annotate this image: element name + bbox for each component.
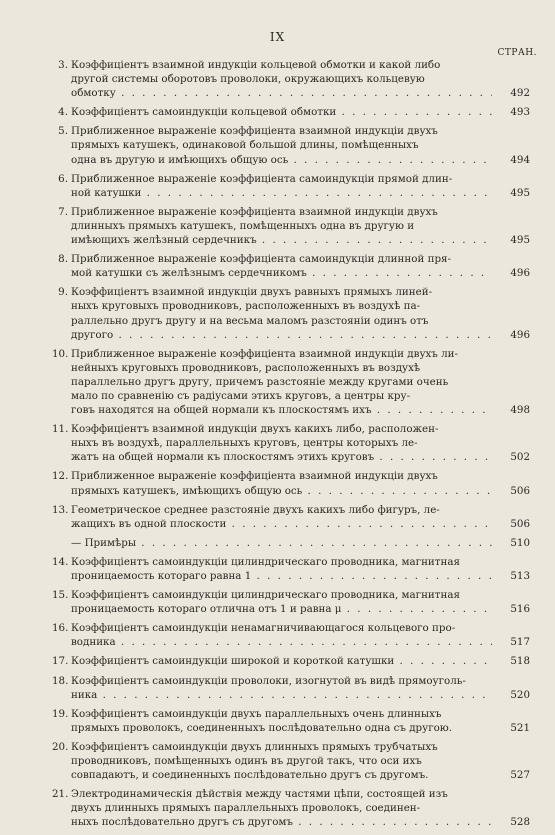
entry-number: 17. (52, 655, 69, 668)
entry-page: 492 (510, 87, 530, 100)
toc-entry (52, 621, 530, 649)
entry-line: Коэффиціентъ взаимной индукціи кольцевой обмотки и какой либо (71, 59, 441, 71)
entry-body (71, 707, 530, 735)
entry-line: прямыхъ катушекъ, одинаковой большой длины, помѣщенныхъ (71, 139, 419, 152)
entry-line: проницаемость котораго равна 1 . . . (71, 569, 492, 583)
entry-number: 6. (58, 172, 68, 185)
entry-page: 520 (510, 688, 530, 701)
toc-entry (52, 503, 530, 531)
toc-entry (52, 58, 530, 100)
entry-line: ника . . . (71, 688, 492, 702)
entry-line: прямыхъ катушекъ, имѣющихъ общую ось . . . (71, 484, 492, 498)
entry-body (71, 252, 530, 280)
entry-page: 521 (510, 721, 530, 734)
entry-page: 518 (510, 655, 530, 668)
entry-body (71, 347, 530, 417)
entry-number: 7. (58, 205, 68, 218)
entry-number: 5. (58, 125, 68, 138)
toc-entry (52, 347, 530, 417)
toc-entry (52, 740, 530, 782)
entry-line: совпадаютъ, и соединенныхъ послѣдовательно другъ съ другомъ. (71, 769, 429, 782)
entry-body (71, 536, 530, 550)
entry-line: другого . . . (71, 328, 492, 342)
toc-entry (52, 422, 530, 464)
entry-line: Приближенное выраженіе коэффиціента взаимной индукціи двухъ (71, 470, 438, 483)
entry-line: Геометрическое среднее разстояніе двухъ какихъ либо фигуръ, ле- (71, 503, 440, 516)
entry-page: 506 (510, 484, 530, 497)
entry-number: 21. (52, 788, 69, 801)
entry-line: Коэффиціентъ взаимной индукціи двухъ равныхъ прямыхъ линей- (71, 286, 433, 299)
entry-line: проводниковъ, помѣщенныхъ одинъ въ другой такъ, что оси ихъ (71, 755, 422, 768)
entry-body (71, 740, 530, 782)
entry-page: 527 (510, 769, 530, 782)
entry-line: имѣющихъ желѣзный сердечникъ . . . (71, 233, 492, 247)
entry-line: Коэффиціентъ самоиндукціи цилиндрическаго проводника, магнитная (71, 555, 460, 568)
entry-line: жатъ на общей нормали къ плоскостямъ этихъ круговъ . . . (71, 450, 492, 464)
entry-number: 18. (52, 674, 69, 687)
toc-entry (52, 588, 530, 616)
entry-line: проницаемость котораго отлична отъ 1 и равна μ . . . (71, 602, 492, 616)
entry-body (71, 621, 530, 649)
entry-body (71, 787, 530, 829)
entry-body (71, 674, 530, 702)
entry-number: 12. (52, 470, 69, 483)
entry-line: длинныхъ прямыхъ катушекъ, помѣщенныхъ одна въ другую и (71, 219, 415, 232)
entry-page: 496 (510, 267, 530, 280)
toc-entry (52, 536, 530, 550)
entry-line: Коэффиціентъ самоиндукціи кольцевой обмотки . . . (71, 105, 492, 119)
toc-entry (52, 252, 530, 280)
entry-body (71, 555, 530, 583)
toc-entry (52, 172, 530, 200)
entry-line: Коэффиціентъ самоиндукціи двухъ длинныхъ прямыхъ трубчатыхъ (71, 740, 438, 753)
entry-page: 506 (510, 517, 530, 530)
entry-body (71, 58, 530, 100)
entry-body (71, 503, 530, 531)
entry-body (71, 105, 530, 119)
entry-line: двухъ длинныхъ прямыхъ параллельныхъ проволокъ, соединен- (71, 802, 421, 815)
toc-entry (52, 707, 530, 735)
entry-line: говъ находятся на общей нормали къ плоскостямъ ихъ . . . (71, 403, 492, 417)
entry-line: параллельно другъ другу, причемъ разстояніе между кругами очень (71, 375, 449, 388)
entry-body (71, 654, 530, 668)
entry-page: 494 (510, 153, 530, 166)
entry-line: ной катушки . . . (71, 186, 492, 200)
entry-number: 3. (58, 59, 68, 71)
entry-line: Приближенное выраженіе коэффиціента самоиндукціи длинной пря- (71, 253, 452, 266)
entry-line: жащихъ въ одной плоскости . . . (71, 517, 492, 531)
entry-line: ныхъ послѣдовательно другъ съ другомъ . . . (71, 815, 492, 829)
entry-page: 528 (510, 816, 530, 829)
toc-entry (52, 205, 530, 247)
table-of-contents (52, 58, 530, 835)
entry-page: 510 (510, 536, 530, 549)
entry-line: Коэффиціентъ самоиндукціи проволоки, изогнутой въ видѣ прямоуголь- (71, 674, 466, 687)
entry-body (71, 422, 530, 464)
toc-entry (52, 654, 530, 668)
entry-line: обмотку . . . (71, 86, 492, 100)
entry-number: 13. (52, 503, 69, 516)
page-column-label: СТРАН. (497, 48, 537, 58)
entry-page: 516 (510, 603, 530, 616)
entry-body (71, 588, 530, 616)
toc-entry (52, 124, 530, 166)
entry-number: 9. (58, 286, 68, 299)
entry-number: 11. (52, 423, 69, 436)
entry-number: 8. (58, 253, 68, 266)
toc-entry (52, 285, 530, 341)
entry-page: 496 (510, 328, 530, 341)
entry-line: прямыхъ проволокъ, соединенныхъ послѣдовательно одна съ другою. (71, 721, 453, 734)
toc-entry (52, 787, 530, 829)
entry-line: Приближенное выраженіе коэффиціента самоиндукціи прямой длин- (71, 172, 453, 185)
toc-entry (52, 674, 530, 702)
entry-page: 502 (510, 451, 530, 464)
entry-body (71, 172, 530, 200)
entry-line: Коэффиціентъ самоиндукціи широкой и короткой катушки . . . (71, 654, 492, 668)
entry-line: — Примѣры . . . (71, 536, 492, 550)
entry-page: 493 (510, 106, 530, 119)
entry-body (71, 469, 530, 497)
entry-line: ныхъ въ воздухѣ, параллельныхъ круговъ, центры которыхъ ле- (71, 437, 418, 450)
entry-number: 16. (52, 622, 69, 635)
entry-line: Коэффиціентъ самоиндукціи цилиндрическаго проводника, магнитная (71, 589, 460, 602)
entry-line: Приближенное выраженіе коэффиціента взаимной индукціи двухъ (71, 125, 438, 138)
entry-page: 495 (510, 234, 530, 247)
entry-line: мой катушки съ желѣзнымъ сердечникомъ . . . (71, 266, 492, 280)
toc-entry (52, 105, 530, 119)
entry-line: мало по сравненію съ радіусами этихъ круговъ, а центры кру- (71, 389, 411, 402)
entry-line: Приближенное выраженіе коэффиціента взаимной индукціи двухъ (71, 205, 438, 218)
entry-line: Приближенное выраженіе коэффиціента взаимной индукціи двухъ ли- (71, 347, 459, 360)
entry-line: Коэффиціентъ взаимной индукціи двухъ какихъ либо, расположен- (71, 423, 439, 436)
entry-body (71, 285, 530, 341)
entry-body (71, 205, 530, 247)
entry-number: 15. (52, 589, 69, 602)
entry-body (71, 124, 530, 166)
toc-entry (52, 469, 530, 497)
entry-line: Коэффиціентъ самоиндукціи двухъ параллельныхъ очень длинныхъ (71, 707, 442, 720)
page-number: IX (269, 30, 286, 44)
entry-line: Электродинамическія дѣйствія между частями цѣпи, состоящей изъ (71, 788, 448, 801)
entry-number: 14. (52, 555, 69, 568)
entry-line: Коэффиціентъ самоиндукціи ненамагничивающагося кольцевого про- (71, 622, 456, 635)
entry-line: водника . . . (71, 635, 492, 649)
entry-line: нейныхъ круговыхъ проводниковъ, расположенныхъ въ воздухѣ (71, 361, 421, 374)
entry-number: 10. (52, 347, 69, 360)
entry-number: 19. (52, 707, 69, 720)
entry-page: 517 (510, 636, 530, 649)
entry-page: 513 (510, 570, 530, 582)
entry-page: 495 (510, 186, 530, 199)
entry-number: 4. (58, 106, 68, 119)
entry-line: ныхъ круговыхъ проводниковъ, расположенныхъ въ воздухѣ па- (71, 300, 421, 313)
entry-number: 20. (52, 740, 69, 753)
entry-line: раллельно другъ другу и на весьма маломъ разстояніи одинъ отъ (71, 314, 429, 327)
entry-line: другой системы оборотовъ проволоки, окружающихъ кольцевую (71, 73, 425, 86)
entry-line: одна въ другую и имѣющихъ общую ось . . . (71, 153, 492, 167)
entry-number (52, 536, 71, 550)
entry-page: 498 (510, 404, 530, 417)
toc-entry (52, 555, 530, 583)
